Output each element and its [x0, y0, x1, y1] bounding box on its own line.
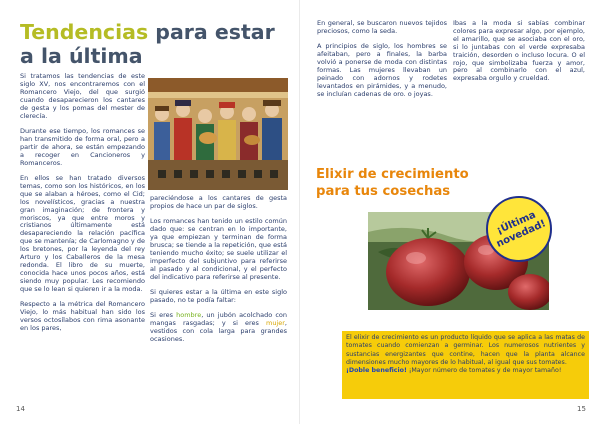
- right-column-1: [317, 20, 447, 106]
- page-number: 14: [16, 405, 25, 413]
- section-subtitle: Elixir de crecimiento para tus cosechas: [316, 167, 469, 199]
- painting-illustration: [148, 78, 288, 190]
- product-info-box: [342, 331, 589, 399]
- paragraph: Los romances han tenido un estilo común dado que: se centran en lo importante, ya que empiezan y terminan de forma brusca; se tiende a la repetición, que está teniendo mucho éxito; se suele utilizar el imperfecto del subjuntivo para referirse al pasado y al condicional, y el perfecto del indicativo para referirse al presente.: [150, 217, 287, 281]
- paragraph: Si quieres estar a la última en este siglo pasado, no te podía faltar:: [150, 288, 287, 304]
- article-title: [20, 20, 290, 68]
- medieval-minstrels-painting: [148, 78, 288, 190]
- box-benefit-line: ¡Doble beneficio! ¡Mayor número de tomates y de mayor tamaño!: [346, 367, 562, 375]
- benefit-highlight: ¡Doble beneficio!: [346, 367, 407, 375]
- word-hombre: hombre: [176, 311, 202, 320]
- paragraph: Ibas a la moda si sabías combinar colores para expresar algo, por ejemplo, el amarillo, que se asociaba con el oro, si lo juntabas con el verde expresaba traición, desorden o incluso locura. O el rojo, que simbolizaba fuerza y amor, pero al combinarlo con el azul, expresaba orgullo y crueldad.: [453, 19, 585, 83]
- left-column-1: [20, 73, 145, 340]
- paragraph: A principios de siglo, los hombres se afeitaban, pero a finales, la barba volvió a ponerse de moda con distintas formas. Las mujeres llevaban un peinado con adornos y rodetes levantados en pirámides, y a menudo, se incluían cadenas de oro. o joyas.: [317, 42, 447, 98]
- paragraph: Durante ese tiempo, los romances se han transmitido de forma oral, pero a partir de ahora, se están empezando a recoger en Cancioneros y Romanceros.: [20, 126, 145, 167]
- paragraph: pareciéndose a los cantares de gesta propios de hace un par de siglos.: [150, 194, 287, 210]
- title-rest: para estar a la última: [20, 20, 275, 68]
- paragraph: Respecto a la métrica del Romancero Viejo, lo más habitual han sido los versos octosílabos con rima asonante en los pares,: [20, 300, 145, 332]
- badge-label: ¡Última novedad!: [494, 209, 548, 250]
- right-column-2: [453, 20, 585, 91]
- paragraph-fashion: Si eres hombre, un jubón acolchado con mangas rasgadas; y si eres mujer, vestidos con cola larga para grandes ocasiones.: [150, 311, 287, 344]
- right-page: [300, 0, 600, 424]
- box-description: El elixir de crecimiento es un producto líquido que se aplica a las matas de tomates cuando comienzan a germinar. Los numerosos nutrientes y sustancias energizantes que contine, hacen que la planta alcance dimensiones mucho mayores de lo habitual, al igual que sus tomates.: [346, 334, 585, 366]
- paragraph: En general, se buscaron nuevos tejidos preciosos, como la seda.: [317, 19, 447, 35]
- left-column-2: [150, 195, 287, 352]
- title-accent: Tendencias: [20, 20, 149, 44]
- paragraph: Si tratamos las tendencias de este siglo XV, nos encontraremos con el Romancero Viejo, del que surgió cuando desaparecieron los cantares de gesta y los pomas del mester de clerecía.: [20, 72, 145, 120]
- paragraph: En ellos se han tratado diversos temas, como son los históricos, en los que se alaban a héroes, como el Cid; los novelísticos, gracias a nuestra gran imaginación; de frontera y moriscos, ya que entre moros y cristianos últimamente está desapareciendo la relación pacífica que se mantenía; de Carlomagno y de los bretones, por la leyenda del rey Arturo y los Caballeros de la mesa redonda. El libro de su muerte, conocida hace unos pocos años, está siendo muy popular. Les recomiendo que se lo lean si quieren ir a la moda.: [20, 173, 145, 293]
- new-badge: [486, 196, 552, 262]
- word-mujer: mujer: [265, 319, 285, 328]
- page-number: 15: [577, 405, 586, 413]
